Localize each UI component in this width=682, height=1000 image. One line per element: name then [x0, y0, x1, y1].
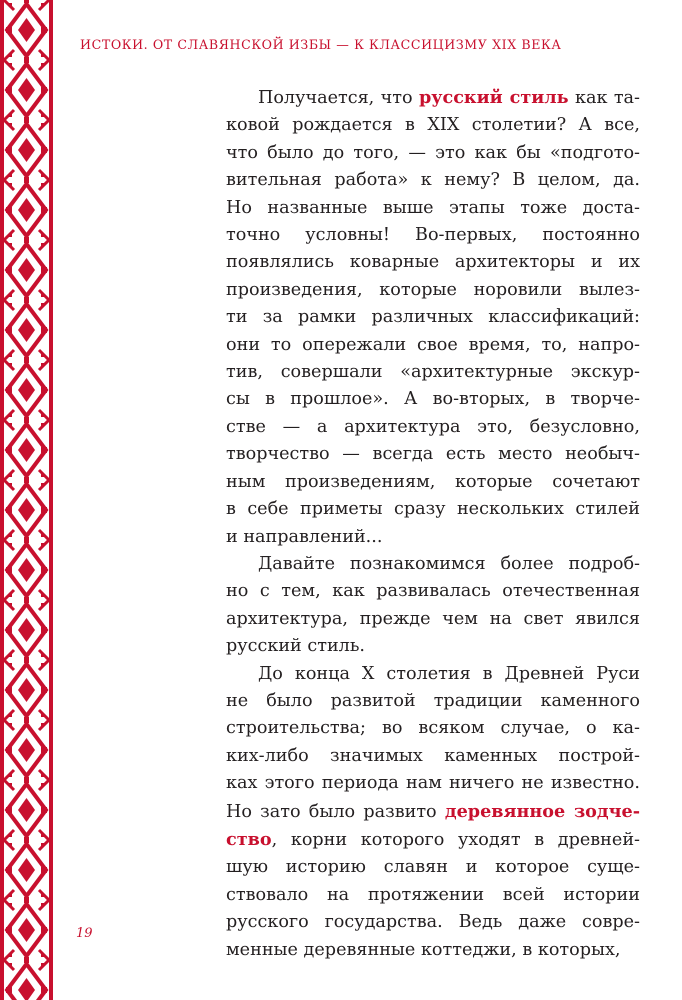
- highlight-term: деревянное зодче-: [444, 800, 641, 822]
- paragraph: [226, 661, 640, 964]
- text-run: что было до того, — это как бы «подгото-: [226, 142, 640, 163]
- text-run: ным произведениям, которые сочетают: [226, 471, 640, 492]
- text-run: Получается, что: [258, 88, 419, 108]
- text-line: [226, 469, 640, 496]
- text-run: вительная работа» к нему? В целом, да.: [226, 170, 640, 191]
- text-run: в себе приметы сразу нескольких стилей: [226, 499, 640, 520]
- highlight-term: русский стиль: [418, 87, 569, 108]
- text-run: ствовало на протяжении всей истории: [226, 884, 640, 905]
- text-run: ках этого периода нам ничего не известно.: [226, 773, 640, 794]
- body-text: [226, 84, 640, 964]
- text-line: [226, 277, 640, 304]
- text-line: [226, 770, 640, 797]
- text-run: ких-либо значимых каменных построй-: [226, 745, 640, 766]
- text-run: Но зато было развито: [226, 801, 445, 822]
- text-line: [226, 195, 640, 222]
- text-line: [226, 606, 640, 633]
- text-line: [226, 633, 640, 660]
- text-run: они то опережали свое время, то, напро-: [226, 334, 640, 355]
- text-line: [226, 84, 640, 112]
- text-line: [226, 798, 640, 826]
- page-number: 19: [76, 926, 93, 941]
- text-line: [226, 882, 640, 909]
- text-line: [226, 359, 640, 386]
- text-run: но с тем, как развивалась отечественная: [226, 581, 640, 602]
- paragraph: [226, 551, 640, 661]
- text-run: стве — а архитектура это, безусловно,: [226, 416, 640, 437]
- text-run: как та-: [568, 88, 640, 108]
- text-run: не было развитой традиции каменного: [226, 690, 640, 711]
- text-run: строительства; во всяком случае, о ка-: [226, 718, 640, 739]
- text-line: [226, 167, 640, 194]
- text-line: [226, 140, 640, 167]
- text-run: появлялись коварные архитекторы и их: [226, 252, 640, 273]
- text-line: [226, 441, 640, 468]
- paragraph: [226, 84, 640, 551]
- text-run: шую историю славян и которое суще-: [226, 857, 640, 878]
- text-line: [226, 715, 640, 742]
- text-run: и направлений...: [226, 526, 383, 547]
- embroidery-border-icon: [0, 0, 53, 1000]
- text-line: [226, 222, 640, 249]
- text-line: [226, 688, 640, 715]
- text-line: [226, 524, 640, 551]
- text-run: русский стиль.: [226, 636, 366, 657]
- highlight-term: ство: [226, 828, 272, 850]
- text-line: [226, 304, 640, 331]
- text-line: [226, 937, 640, 964]
- text-line: [226, 661, 640, 688]
- text-line: [226, 112, 640, 139]
- text-run: произведения, которые норовили вылез-: [226, 279, 640, 300]
- text-line: [226, 854, 640, 881]
- text-run: тив, совершали «архитектурные экскур-: [226, 362, 640, 383]
- text-line: [226, 414, 640, 441]
- text-line: [226, 578, 640, 605]
- running-head: ИСТОКИ. ОТ СЛАВЯНСКОЙ ИЗБЫ — К КЛАССИЦИЗМУ XIX ВЕКА: [80, 37, 562, 52]
- text-run: ти за рамки различных классификаций:: [226, 307, 640, 328]
- text-line: [226, 386, 640, 413]
- text-run: , корни которого уходят в древней-: [271, 829, 640, 850]
- text-run: архитектура, прежде чем на свет явился: [226, 608, 640, 629]
- text-line: [226, 249, 640, 276]
- text-line: [226, 743, 640, 770]
- text-line: [226, 551, 640, 578]
- text-run: творчество — всегда есть место необыч-: [226, 444, 640, 465]
- text-run: Но названные выше этапы тоже доста-: [226, 197, 640, 218]
- text-run: ковой рождается в XIX столетии? А все,: [226, 115, 640, 136]
- text-run: русского государства. Ведь даже совре-: [226, 912, 640, 933]
- text-line: [226, 332, 640, 359]
- text-run: менные деревянные коттеджи, в которых,: [226, 939, 621, 960]
- text-run: До конца X столетия в Древней Руси: [258, 663, 640, 684]
- text-run: Давайте познакомимся более подроб-: [258, 553, 640, 574]
- text-run: сы в прошлое». А во-вторых, в творче-: [226, 389, 640, 410]
- text-line: [226, 496, 640, 523]
- text-line: [226, 909, 640, 936]
- text-line: [226, 826, 640, 854]
- text-run: точно условны! Во-первых, постоянно: [226, 225, 640, 246]
